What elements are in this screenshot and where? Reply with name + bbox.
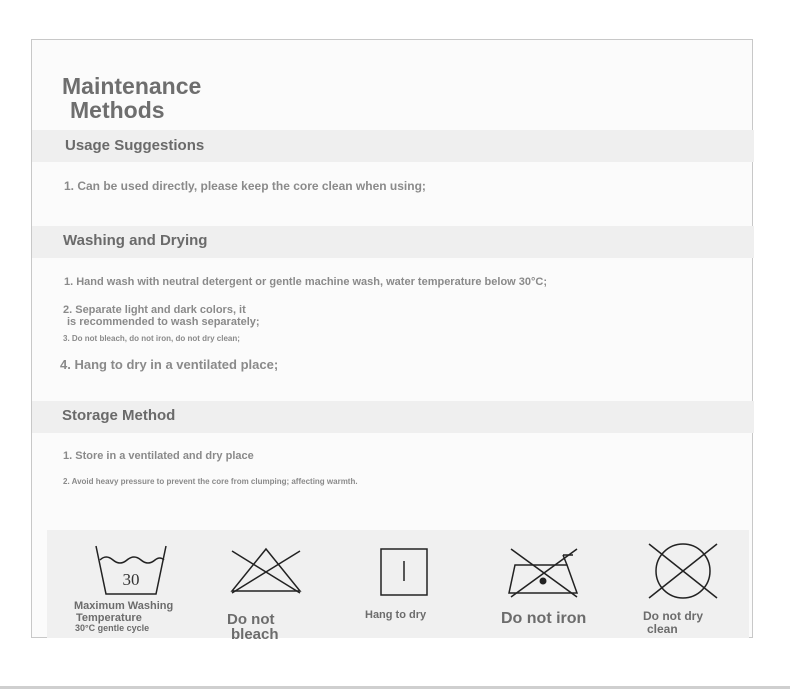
wash-temperature-number: 30 <box>122 570 140 589</box>
page-title-line2: Methods <box>70 97 165 123</box>
wash-tub-icon <box>94 544 170 598</box>
page-title-line1: Maintenance <box>62 73 202 99</box>
no-dry-clean-icon <box>647 542 719 600</box>
hang-dry-label: Hang to dry <box>365 609 427 621</box>
no-bleach-icon <box>230 547 302 595</box>
section-heading-storage: Storage Method <box>62 407 176 424</box>
hang-dry-icon <box>379 547 429 597</box>
care-icons-row <box>47 530 749 643</box>
page-title <box>62 74 201 122</box>
washing-item-2-line2: is recommended to wash separately; <box>67 316 260 328</box>
section-heading-washing: Washing and Drying <box>63 232 208 249</box>
care-instructions-panel <box>31 39 753 643</box>
no-iron-icon <box>507 547 579 599</box>
washing-item-1: 1. Hand wash with neutral detergent or gentle machine wash, water temperature below 30°C; <box>64 276 548 288</box>
washing-item-4: 4. Hang to dry in a ventilated place; <box>60 357 279 372</box>
usage-item-1: 1. Can be used directly, please keep the core clean when using; <box>64 179 426 193</box>
no-bleach-label-line1: Do not <box>227 611 275 628</box>
no-bleach-label-line2: bleach <box>231 626 279 643</box>
washing-item-2-line1: 2. Separate light and dark colors, it <box>63 304 246 316</box>
storage-item-1: 1. Store in a ventilated and dry place <box>63 450 254 462</box>
no-dry-clean-label-line2: clean <box>647 621 678 636</box>
wash-tub-label-line2: Temperature <box>76 611 142 624</box>
no-bleach-label <box>227 612 279 642</box>
no-dry-clean-label-line1: Do not dry <box>643 609 703 623</box>
washing-item-3: 3. Do not bleach, do not iron, do not dry clean; <box>63 334 240 343</box>
washing-item-2 <box>63 304 260 328</box>
section-heading-usage: Usage Suggestions <box>65 137 205 154</box>
wash-tub-label-line1: Maximum Washing <box>74 600 174 612</box>
storage-item-2: 2. Avoid heavy pressure to prevent the core from clumping; affecting warmth. <box>63 477 358 486</box>
wash-tub-label <box>74 601 173 634</box>
wash-tub-label-line3: 30°C gentle cycle <box>75 623 150 634</box>
no-dry-clean-label <box>643 610 703 635</box>
no-iron-label: Do not iron <box>501 610 587 627</box>
